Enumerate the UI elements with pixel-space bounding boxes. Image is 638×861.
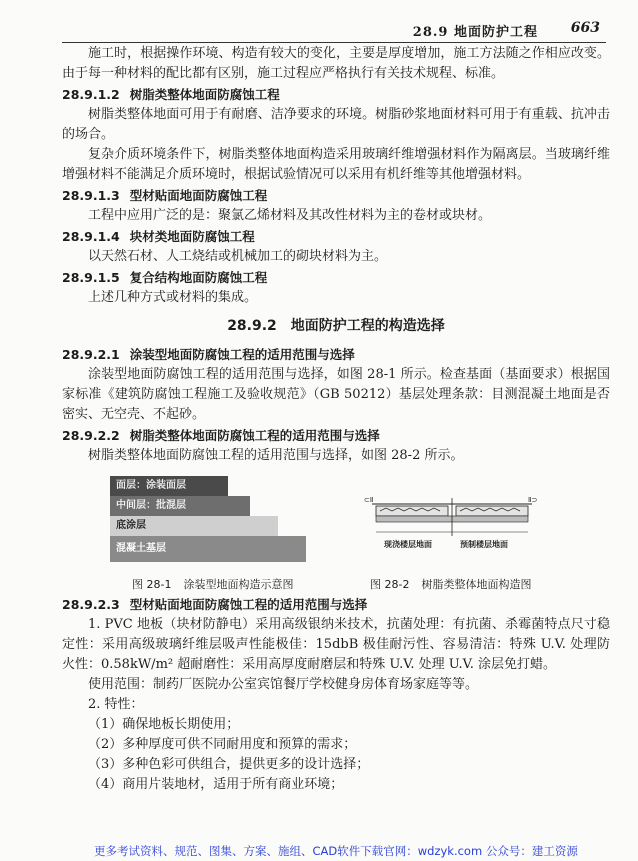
paragraph: 工程中应用广泛的是：聚氯乙烯材料及其改性材料为主的卷材或块材。 bbox=[88, 208, 492, 223]
heading-28-9-2-2 bbox=[62, 425, 610, 446]
heading-28-9-1-4 bbox=[62, 226, 610, 247]
heading-title: 型材贴面地面防腐蚀工程 bbox=[129, 188, 268, 203]
layer-intermediate: 中间层：批混层 bbox=[110, 496, 250, 516]
paragraph: 以天然石材、人工烧结或机械加工的砌块材料为主。 bbox=[88, 249, 388, 264]
heading-title: 涂装型地面防腐蚀工程的适用范围与选择 bbox=[129, 347, 355, 362]
figure-28-2-caption bbox=[370, 576, 531, 592]
paragraph: 树脂类整体地面可用于有耐磨、洁净要求的环境。树脂砂浆地面材料可用于有重载、抗冲击的场合。 bbox=[62, 107, 610, 142]
caption-number: 图 28-1 bbox=[132, 578, 172, 591]
caption-number: 图 28-2 bbox=[370, 578, 410, 591]
marker-right-icon: Ⅱ⊃ bbox=[528, 496, 538, 504]
heading-28-9-2-1 bbox=[62, 344, 610, 365]
heading-title: 树脂类整体地面防腐蚀工程 bbox=[129, 87, 280, 102]
page-number: 663 bbox=[570, 20, 600, 36]
heading-number: 28.9.1.4 bbox=[62, 229, 120, 244]
paragraph: 1. PVC 地板（块材防静电）采用高级银纳米技术，抗菌处理：有抗菌、杀霉菌特点尺寸稳定性：采用高级玻璃纤维层吸声性能极佳：15dbB 极佳耐污性、容易清洁：特殊 U.V. 处理防火性：0.58kW/m² 超耐磨性：采用高厚度耐磨层和特殊 U.V. 处理 U.V. 涂层免打蜡。 bbox=[62, 617, 610, 672]
heading-number: 28.9.1.5 bbox=[62, 270, 120, 285]
section-heading-28-9-2 bbox=[62, 314, 610, 338]
heading-number: 28.9.2.2 bbox=[62, 428, 120, 443]
list-item: （3）多种色彩可供组合，提供更多的设计选择； bbox=[88, 757, 370, 772]
heading-number: 28.9.1.2 bbox=[62, 87, 120, 102]
heading-28-9-1-5 bbox=[62, 267, 610, 288]
figure-28-2-diagram bbox=[362, 490, 542, 560]
heading-28-9-1-2 bbox=[62, 84, 610, 105]
figure-row bbox=[62, 472, 610, 594]
feature-list bbox=[62, 715, 610, 795]
heading-number: 28.9.2.1 bbox=[62, 347, 120, 362]
heading-title: 复合结构地面防腐蚀工程 bbox=[129, 270, 268, 285]
caption-text: 涂装型地面构造示意图 bbox=[183, 578, 294, 591]
paragraph: 树脂类整体地面防腐蚀工程的适用范围与选择，如图 28-2 所示。 bbox=[88, 448, 464, 463]
footer-watermark[interactable]: 更多考试资料、规范、图集、方案、施组、CAD软件下载官网：wdzyk.com 公众号：建工资源 bbox=[94, 844, 578, 858]
layer-concrete-base: 混凝土基层 bbox=[110, 536, 306, 562]
paragraph: 复杂介质环境条件下，树脂类整体地面构造采用玻璃纤维增强材料作为隔离层。当玻璃纤维增强材料不能满足介质环境时，根据试验情况可以采用有机纤维等其他增强材料。 bbox=[62, 147, 610, 182]
header-rule bbox=[62, 42, 606, 43]
heading-number: 28.9.2.3 bbox=[62, 597, 120, 612]
list-item: （1）确保地板长期使用； bbox=[88, 717, 240, 732]
layer-surface: 面层：涂装面层 bbox=[110, 476, 228, 496]
heading-number: 28.9.2 bbox=[227, 318, 277, 334]
heading-title: 块材类地面防腐蚀工程 bbox=[129, 229, 255, 244]
heading-title: 树脂类整体地面防腐蚀工程的适用范围与选择 bbox=[129, 428, 380, 443]
list-item: （2）多种厚度可供不同耐用度和预算的需求； bbox=[88, 737, 357, 752]
paragraph: 使用范围：制药厂医院办公室宾馆餐厅学校健身房体育场家庭等等。 bbox=[88, 677, 479, 692]
heading-title: 型材贴面地面防腐蚀工程的适用范围与选择 bbox=[129, 597, 368, 612]
fig2-left-label: 现浇楼层地面 bbox=[384, 540, 432, 549]
marker-left-icon: ⊂Ⅱ bbox=[364, 496, 374, 504]
precast-slab-layer bbox=[456, 506, 528, 516]
list-item: （4）商用片装地材，适用于所有商业环境； bbox=[88, 777, 344, 792]
intro-paragraph: 施工时，根据操作环境、构造有较大的变化，主要是厚度增加，施工方法随之作相应改变。由于每一种材料的配比都有区别，施工过程应严格执行有关技术规程、标准。 bbox=[62, 46, 610, 81]
heading-28-9-2-3 bbox=[62, 594, 610, 615]
fig2-right-label: 预制楼层地面 bbox=[460, 540, 508, 549]
layer-primer: 底涂层 bbox=[110, 516, 278, 536]
paragraph: 2. 特性： bbox=[88, 697, 144, 712]
paragraph: 上述几种方式或材料的集成。 bbox=[88, 290, 258, 305]
heading-number: 28.9.1.3 bbox=[62, 188, 120, 203]
running-header: 28.9 地面防护工程 bbox=[412, 25, 538, 40]
caption-text: 树脂类整体地面构造图 bbox=[421, 578, 532, 591]
figure-28-1-layers bbox=[110, 476, 310, 566]
heading-28-9-1-3 bbox=[62, 185, 610, 206]
page-header bbox=[0, 18, 638, 42]
heading-title: 地面防护工程的构造选择 bbox=[290, 318, 445, 334]
page-body bbox=[62, 44, 610, 795]
cast-slab-layer bbox=[376, 506, 448, 516]
paragraph: 涂装型地面防腐蚀工程的适用范围与选择，如图 28-1 所示。检查基面（基面要求）根据国家标准《建筑防腐蚀工程施工及验收规范》（GB 50212）基层处理条款：目测混凝土地面是否密实、无空壳、不起砂。 bbox=[62, 367, 610, 422]
figure-28-1-caption bbox=[132, 576, 293, 592]
